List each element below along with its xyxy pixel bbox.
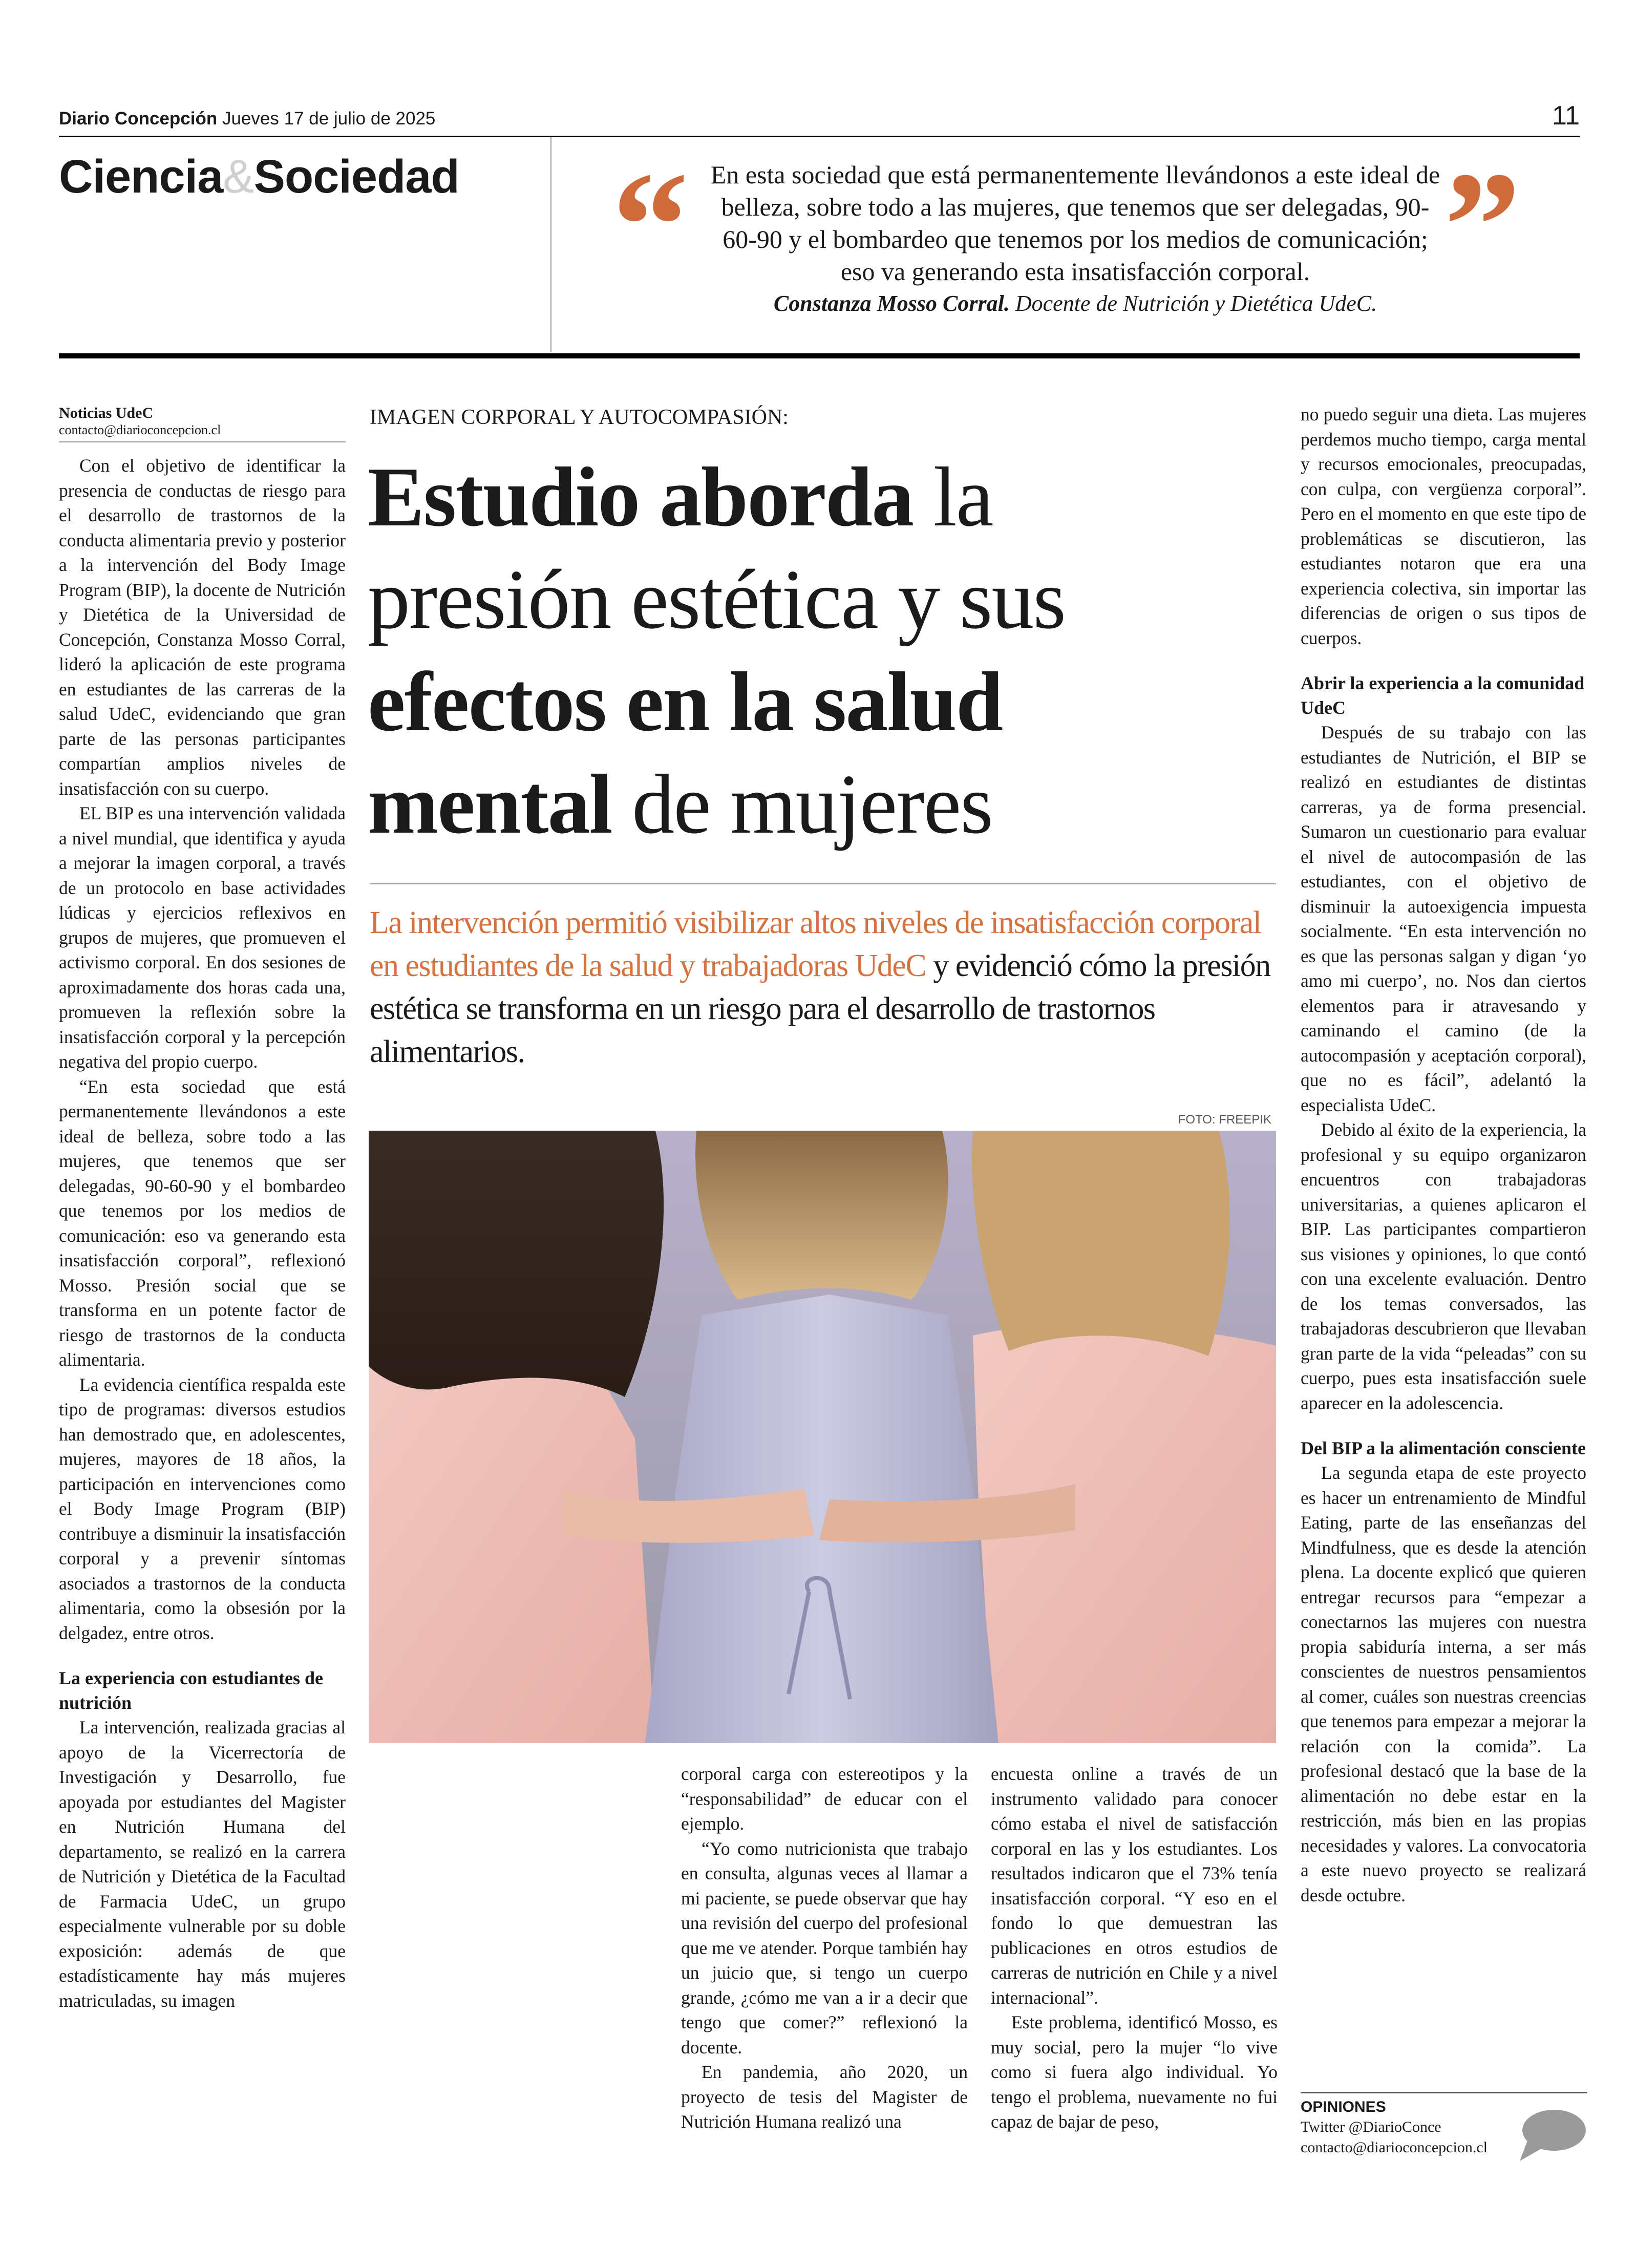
paragraph: Este problema, identificó Mosso, es muy social, pero la mujer “lo vive como si fuera algo individual. Yo tengo el problema, nuevamente no fui capaz de bajar de peso,	[991, 2012, 1278, 2132]
header-bottom-rule	[59, 353, 1580, 358]
lead-highlight: La intervención permitió visibilizar altos niveles de insatisfacción corporal en estudiantes de la salud y trabajadoras UdeC	[370, 905, 1261, 983]
paragraph: encuesta online a través de un instrumento validado para conocer cómo estaba el nivel de satisfacción corporal en las y los estudiantes. Los resultados indicaron que el 73% tenía insatisfacción corporal. “Y eso en el fondo lo que demuestran las publicaciones en otros estudios de carreras de nutrición en Chile y a nivel internacional”.	[991, 1764, 1278, 2008]
paragraph: La segunda etapa de este proyecto es hacer un entrenamiento de Mindful Eating, parte de las enseñanzas del Mindfulness, que es desde la atención plena. La docente explicó que quieren entregar recursos para “empezar a conectarnos las mujeres con nuestra propia sabiduría interna, a ser más conscientes de nuestros pensamientos al comer, cuáles son nuestras creencias que tenemos para empezar a mejorar la relación con la comida”. La profesional destacó que la base de la alimentación no debe estar en la restricción, más bien en las propias necesidades y valores. La convocatoria a este nuevo proyecto se realizará desde octubre.	[1301, 1462, 1586, 1905]
quote-open-mark: “	[612, 140, 689, 310]
byline-rule	[59, 441, 346, 442]
opinion-twitter[interactable]: Twitter @DiarioConce	[1301, 2118, 1441, 2135]
byline-name: Noticias UdeC	[59, 405, 154, 421]
paragraph: “Yo como nutricionista que trabajo en consulta, algunas veces al llamar a mi paciente, se puede observar que hay una revisión del cuerpo del profesional que me ve atender. Porque también hay un juicio que, si tengo un cuerpo grande, ¿cómo me van a ir a decir que tengo que comer?” reflexionó la docente.	[681, 1838, 968, 2058]
masthead-line	[59, 108, 435, 130]
speech-bubble-icon	[1516, 2107, 1587, 2164]
quote-close-mark: ”	[1444, 140, 1521, 310]
byline	[59, 405, 346, 442]
article-lead	[370, 901, 1281, 1073]
article-photo	[369, 1131, 1276, 1743]
paragraph: EL BIP es una intervención validada a nivel mundial, que identifica y ayuda a mejorar la imagen corporal, a través de un protocolo en base actividades lúdicas y ejercicios reflexivos en grupos de mujeres, que promueven el activismo corporal. En dos sesiones de aproximadamente dos horas cada una, promueven la reflexión sobre la insatisfacción corporal y la percepción negativa del propio cuerpo.	[59, 803, 346, 1072]
opinion-box	[1301, 2092, 1587, 2158]
paragraph: En pandemia, año 2020, un proyecto de tesis del Magister de Nutrición Humana realizó una	[681, 2062, 968, 2132]
article-column-1	[59, 453, 346, 2013]
article-kicker: IMAGEN CORPORAL Y AUTOCOMPASIÓN:	[370, 406, 789, 429]
page-number: 11	[1552, 101, 1580, 131]
opinion-title: OPINIONES	[1301, 2099, 1386, 2115]
pull-quote-text: En esta sociedad que está permanentemente llevándonos a este ideal de belleza, sobre todo a las mujeres, que tenemos que ser delegadas, 90-60-90 y el bombardeo que tenemos por los medios de comunicación; eso va generando esta insatisfacción corporal.	[710, 160, 1440, 286]
opinion-rule	[1301, 2092, 1587, 2093]
article-column-2	[681, 1762, 968, 2134]
paragraph: “En esta sociedad que está permanentemente llevándonos a este ideal de belleza, sobre todo a las mujeres, que tenemos que ser delegadas, 90-60-90 y el bombardeo que tenemos por los medios de comunicación: eso va generando esta insatisfacción corporal”, reflexionó Mosso. Presión social que se transforma en un potente factor de riesgo de trastornos de la conducta alimentaria.	[59, 1076, 346, 1370]
byline-email: contacto@diarioconcepcion.cl	[59, 422, 221, 437]
paragraph: Con el objetivo de identificar la presencia de conductas de riesgo para el desarrollo de trastornos de la conducta alimentaria previo y posterior a la intervención del Body Image Program (BIP), la docente de Nutrición y Dietética de la Universidad de Concepción, Constanza Mosso Corral, lideró la aplicación de este programa en estudiantes de las carreras de la salud UdeC, evidenciando que gran parte de las personas participantes compartían amplios niveles de insatisfacción con su cuerpo.	[59, 455, 346, 799]
paragraph: corporal carga con estereotipos y la “responsabilidad” de educar con el ejemplo.	[681, 1764, 968, 1834]
pull-quote	[707, 159, 1444, 320]
issue-date: Jueves 17 de julio de 2025	[222, 109, 436, 129]
section-ampersand: &	[223, 151, 254, 203]
headline: Estudio aborda la presión estética y sus efectos en la salud mental de mujeres	[368, 450, 1066, 851]
opinion-email[interactable]: contacto@diarioconcepcion.cl	[1301, 2139, 1488, 2156]
lead-text: y evidenció cómo la presión estética se transforma en un riesgo para el desarrollo de trastornos alimentarios.	[370, 948, 1270, 1069]
article-column-3	[991, 1762, 1278, 2134]
subheading: Del BIP a la alimentación consciente	[1301, 1438, 1586, 1458]
subheading: La experiencia con estudiantes de nutrición	[59, 1668, 323, 1713]
publication-name: Diario Concepción	[59, 109, 218, 129]
paragraph: no puedo seguir una dieta. Las mujeres perdemos mucho tiempo, carga mental y recursos emocionales, preocupadas, con culpa, con vergüenza corporal”. Pero en el momento en que este tipo de problemáticas se discutieron, las estudiantes notaron que era una experiencia colectiva, sin importar las diferencias de origen o sus tipos de cuerpos.	[1301, 404, 1586, 648]
paragraph: La intervención, realizada gracias al apoyo de la Vicerrectoría de Investigación y Desarrollo, fue apoyada por estudiantes del Magister en Nutrición Humana del departamento, se realizó en la carrera de Nutrición y Dietética de la Facultad de Farmacia UdeC, un grupo especialmente vulnerable por su doble exposición: además de que estadísticamente hay más mujeres matriculadas, su imagen	[59, 1717, 346, 2011]
header-rule	[59, 136, 1580, 137]
photo-credit: FOTO: FREEPIK	[1178, 1113, 1271, 1127]
subheading: Abrir la experiencia a la comunidad UdeC	[1301, 673, 1585, 718]
pull-quote-attribution: Constanza Mosso Corral. Docente de Nutrición y Dietética UdeC.	[773, 291, 1377, 316]
lead-rule	[370, 883, 1276, 884]
header-vertical-divider	[550, 137, 551, 352]
paragraph: Después de su trabajo con las estudiantes de Nutrición, el BIP se realizó en estudiantes de distintas carreras, ya de forma presencial. Sumaron un cuestionario para evaluar el nivel de autocompasión de las estudiantes, con el objetivo de disminuir la autoexigencia impuesta socialmente. “En esta intervención no es que las personas salgan y digan ‘yo amo mi cuerpo’, no. Nos dan ciertos elementos para ir atravesando y caminando el camino (de la autocompasión y aceptación corporal), que no es fácil”, adelantó la especialista UdeC.	[1301, 722, 1586, 1115]
paragraph: La evidencia científica respalda este tipo de programas: diversos estudios han demostrado que, en adolescentes, mujeres, mayores de 18 años, la participación en intervenciones como el Body Image Program (BIP) contribuye a disminuir la insatisfacción corporal y a prevenir síntomas asociados a trastornos de la conducta alimentaria, como la obsesión por la delgadez, entre otros.	[59, 1374, 346, 1643]
article-column-4	[1301, 402, 1586, 1907]
paragraph: Debido al éxito de la experiencia, la profesional y su equipo organizaron encuentros con trabajadoras universitarias, a quienes aplicaron el BIP. Las participantes compartieron sus visiones y opiniones, lo que contó con una excelente evaluación. Dentro de los temas conversados, las trabajadoras descubrieron que llevaban gran parte de la vida “peleadas” con su cuerpo, pues esta insatisfacción suele aparecer en la adolescencia.	[1301, 1119, 1586, 1413]
section-title: Ciencia&Sociedad	[59, 151, 459, 203]
